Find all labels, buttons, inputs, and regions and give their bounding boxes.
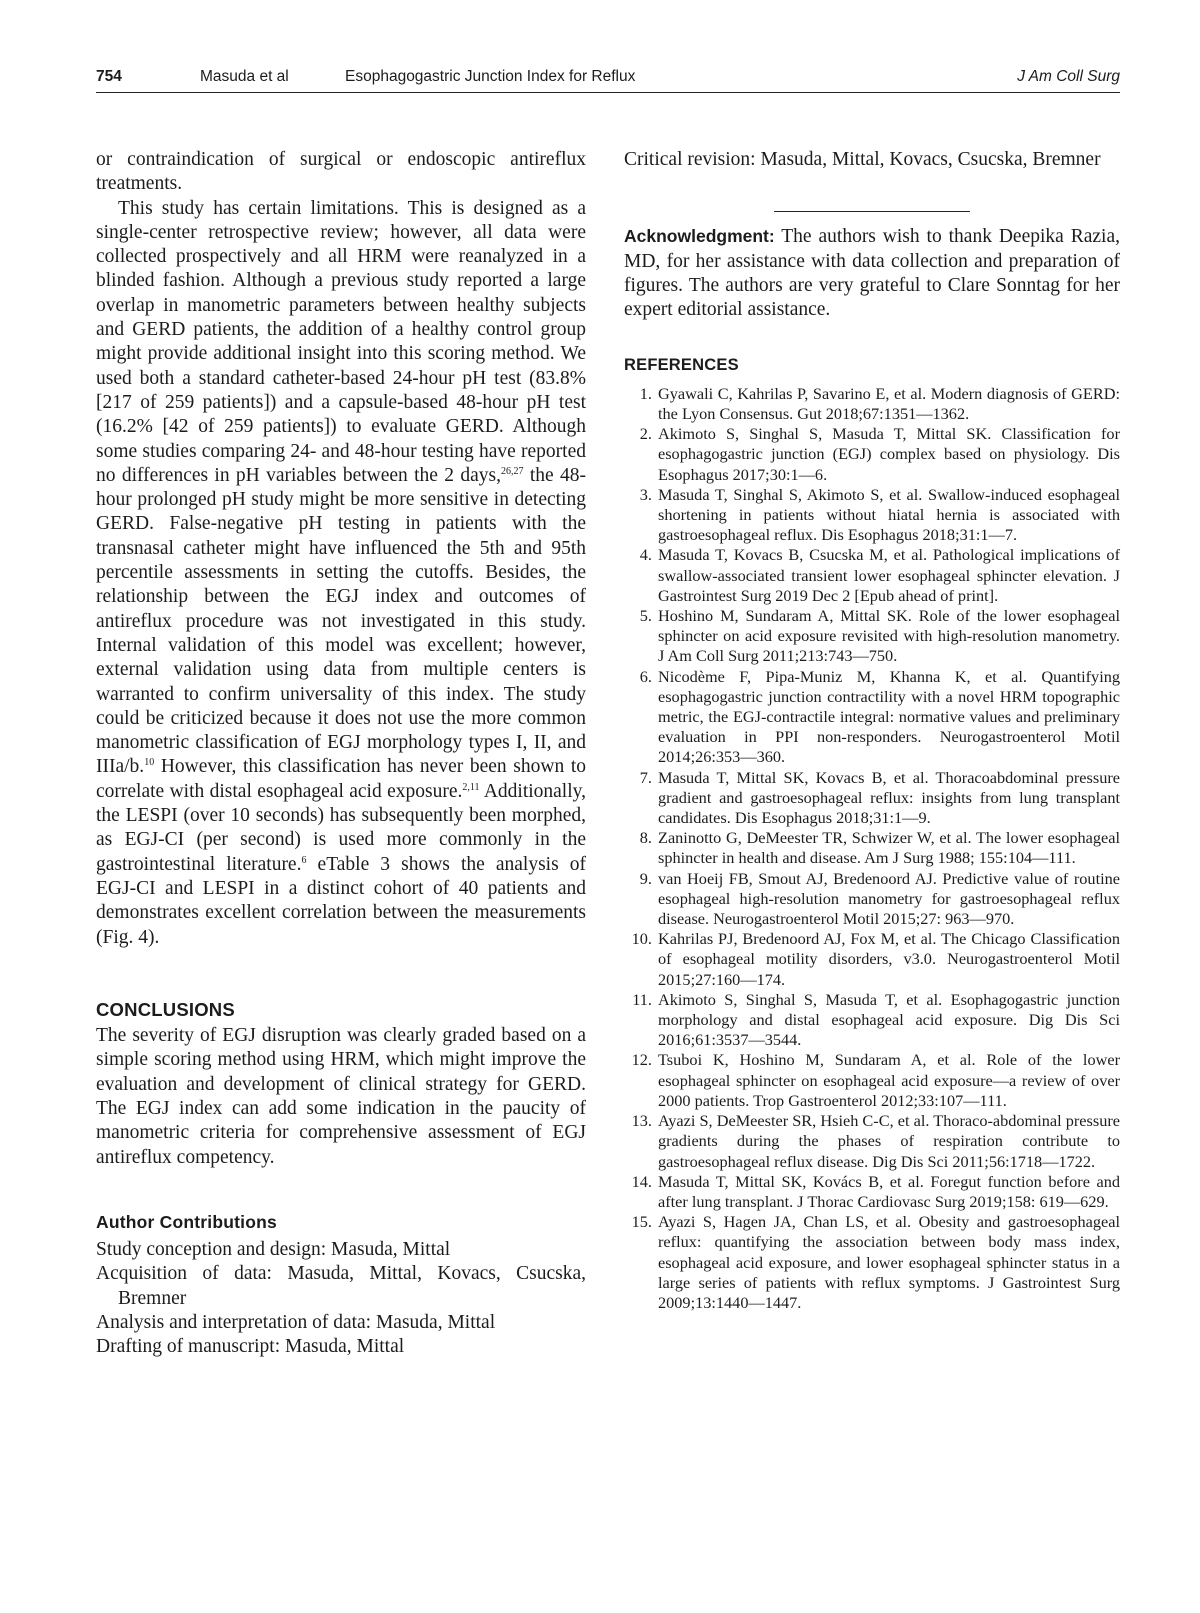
right-column [624, 148, 1120, 1313]
reference-text: Masuda T, Singhal S, Akimoto S, et al. Swallow-induced esophageal shortening in patients without hiatal hernia is associated with gastroesophageal reflux. Dis Esophagus 2018;31:1—7. [658, 484, 1120, 545]
reference-item [624, 384, 1120, 424]
citation-superscript: 2,11 [462, 781, 480, 793]
reference-text: Masuda T, Mittal SK, Kovacs B, et al. Thoracoabdominal pressure gradient and gastroesophageal reflux: insights from lung transplant candidates. Dis Esophagus 2018;31:1—9. [658, 767, 1120, 828]
reference-text: Nicodème F, Pipa-Muniz M, Khanna K, et al. Quantifying esophagogastric junction contractility with a novel HRM topographic metric, the EGJ-contractile integral: normative values and preliminary evaluation in PPI non-responders. Neurogastroenterol Motil 2014;26:353—360. [658, 666, 1120, 767]
reference-item [624, 424, 1120, 485]
reference-number: 3. [639, 484, 652, 504]
left-column [96, 148, 586, 1360]
header-title: Esophagogastric Junction Index for Reflux [345, 68, 636, 85]
reference-text: Tsuboi K, Hoshino M, Sundaram A, et al. Role of the lower esophageal sphincter on esophageal acid exposure—a review of over 2000 patients. Trop Gastroenterol 2012;33:107—111. [658, 1050, 1120, 1110]
reference-text: Ayazi S, Hagen JA, Chan LS, et al. Obesity and gastroesophageal reflux: quantifying the association between body mass index, esophageal acid exposure, and lower esophageal sphincter status in a large series of patients with reflux symptoms. J Gastrointest Surg 2009;13:1440—1447. [658, 1212, 1120, 1312]
reference-text: Hoshino M, Sundaram A, Mittal SK. Role of the lower esophageal sphincter on acid exposure revisited with high-resolution manometry. J Am Coll Surg 2011;213:743—750. [658, 606, 1120, 666]
references-heading: REFERENCES [624, 356, 739, 375]
running-header [96, 66, 1120, 93]
acknowledgment-paragraph [624, 224, 1120, 322]
reference-number: 14. [631, 1171, 652, 1191]
limitations-text: eTable 3 shows the analysis of EGJ-CI and LESPI in a distinct cohort of 40 patients and demonstrates excellent correlation between the measurements (Fig. 4). [96, 853, 586, 948]
page-number: 754 [96, 68, 122, 85]
reference-item [624, 869, 1120, 930]
reference-number: 7. [639, 767, 652, 787]
reference-item [624, 929, 1120, 990]
contribution-line: Drafting of manuscript: Masuda, Mittal [96, 1336, 405, 1358]
reference-text: Ayazi S, DeMeester SR, Hsieh C-C, et al. Thoraco-abdominal pressure gradients during the phases of respiration contribute to gastroesophageal reflux disease. Dig Dis Sci 2011;56:1718—1722. [658, 1111, 1120, 1171]
body-paragraph: or contraindication of surgical or endoscopic antireflux treatments. [96, 149, 586, 195]
citation-superscript: 26,27 [501, 465, 524, 477]
reference-text: van Hoeij FB, Smout AJ, Bredenoord AJ. Predictive value of routine esophageal high-resolution manometry for gastroesophageal reflux disease. Neurogastroenterol Motil 2015;27: 963—970. [658, 868, 1120, 929]
header-authors: Masuda et al [200, 68, 289, 85]
reference-number: 10. [631, 929, 652, 949]
reference-item [624, 990, 1120, 1051]
reference-number: 4. [639, 545, 652, 565]
reference-number: 5. [639, 606, 652, 626]
reference-text: Kahrilas PJ, Bredenoord AJ, Fox M, et al. The Chicago Classification of esophageal motility disorders, v3.0. Neurogastroenterol Motil 2015;27:160—174. [658, 929, 1120, 989]
limitations-text: Additionally, the LESPI (over 10 seconds) has subsequently been morphed, as EGJ-CI (per second) is used more commonly in the gastrointestinal literature. [96, 780, 587, 875]
conclusions-paragraph: The severity of EGJ disruption was clearly graded based on a simple scoring method using HRM, which might improve the evaluation and development of clinical strategy for GERD. The EGJ index can add some indication in the paucity of manometric criteria for comprehensive assessment of EGJ antireflux competency. [96, 1025, 586, 1168]
limitations-paragraph [96, 197, 586, 950]
reference-item [624, 1050, 1120, 1111]
reference-number: 15. [631, 1212, 652, 1232]
reference-number: 1. [639, 383, 652, 403]
limitations-text: However, this classification has never been shown to correlate with distal esophageal acid exposure. [96, 756, 586, 802]
reference-number: 9. [639, 868, 652, 888]
reference-number: 11. [632, 989, 652, 1009]
reference-item [624, 485, 1120, 546]
reference-number: 13. [631, 1111, 652, 1131]
reference-text: Akimoto S, Singhal S, Masuda T, et al. Esophagogastric junction morphology and distal esophageal acid exposure. Dig Dis Sci 2016;61:3537—3544. [658, 989, 1120, 1050]
contribution-line: Acquisition of data: Masuda, Mittal, Kovacs, Csucska, Bremner [96, 1263, 586, 1309]
reference-number: 2. [639, 424, 652, 444]
reference-number: 6. [639, 666, 652, 686]
contributions-heading: Author Contributions [96, 1211, 277, 1232]
reference-item [624, 1111, 1120, 1172]
reference-item [624, 667, 1120, 768]
limitations-text: the 48-hour prolonged pH study might be more sensitive in detecting GERD. False-negative pH testing in patients with the transnasal catheter might have influenced the 5th and 95th percentile assessments in setting the cutoffs. Besides, the relationship between the EGJ index and outcomes of antireflux procedure was not investigated in this study. Internal validation of this model was excellent; however, external validation using data from multiple centers is warranted to confirm universality of this index. The study could be criticized because it does not use the more common manometric classification of EGJ morphology types I, II, and IIIa/b. [96, 464, 586, 778]
acknowledgment-label: Acknowledgment: [624, 226, 775, 247]
conclusions-heading: CONCLUSIONS [96, 998, 235, 1020]
reference-text: Masuda T, Mittal SK, Kovács B, et al. Foregut function before and after lung transplant. J Thorac Cardiovasc Surg 2019;158: 619—629. [658, 1171, 1120, 1211]
reference-item [624, 1172, 1120, 1212]
contribution-line: Analysis and interpretation of data: Masuda, Mittal [96, 1312, 496, 1334]
reference-item [624, 606, 1120, 667]
contribution-line: Study conception and design: Masuda, Mittal [96, 1239, 451, 1261]
citation-superscript: 6 [301, 854, 307, 866]
reference-text: Akimoto S, Singhal S, Masuda T, Mittal SK. Classification for esophagogastric junction (EGJ) complex based on physiology. Dis Esophagus 2017;30:1—6. [658, 424, 1120, 484]
reference-item [624, 828, 1120, 868]
reference-text: Masuda T, Kovacs B, Csucska M, et al. Pathological implications of swallow-associated transient lower esophageal sphincter elevation. J Gastrointest Surg 2019 Dec 2 [Epub ahead of print]. [658, 545, 1120, 605]
reference-text: Zaninotto G, DeMeester TR, Schwizer W, et al. The lower esophageal sphincter in health and disease. Am J Surg 1988; 155:104—111. [658, 828, 1120, 868]
section-divider [774, 211, 970, 212]
citation-superscript: 10 [144, 757, 155, 769]
reference-item [624, 768, 1120, 829]
reference-text: Gyawali C, Kahrilas P, Savarino E, et al. Modern diagnosis of GERD: the Lyon Consensus. Gut 2018;67:1351—1362. [658, 383, 1120, 423]
reference-item [624, 545, 1120, 606]
limitations-text: This study has certain limitations. This is designed as a single-center retrospective review; however, all data were collected prospectively and all HRM were reanalyzed in a blinded fashion. Although a previous study reported a large overlap in manometric parameters between healthy subjects and GERD patients, the addition of a healthy control group might provide additional insight into this scoring method. We used both a standard catheter-based 24-hour pH test (83.8% [217 of 259 patients]) and a capsule-based 48-hour pH test (16.2% [42 of 259 patients]) to evaluate GERD. Although some studies comparing 24- and 48-hour testing have reported no differences in pH variables between the 2 days, [96, 197, 586, 486]
acknowledgment-text: The authors wish to thank Deepika Razia, MD, for her assistance with data collection and preparation of figures. The authors are very grateful to Clare Sonntag for her expert editorial assistance. [624, 226, 1120, 321]
reference-list [624, 384, 1120, 1313]
header-journal: J Am Coll Surg [1017, 68, 1120, 85]
reference-number: 12. [631, 1050, 652, 1070]
contribution-line: Critical revision: Masuda, Mittal, Kovacs, Csucska, Bremner [624, 149, 1101, 170]
reference-number: 8. [639, 828, 652, 848]
reference-item [624, 1212, 1120, 1313]
